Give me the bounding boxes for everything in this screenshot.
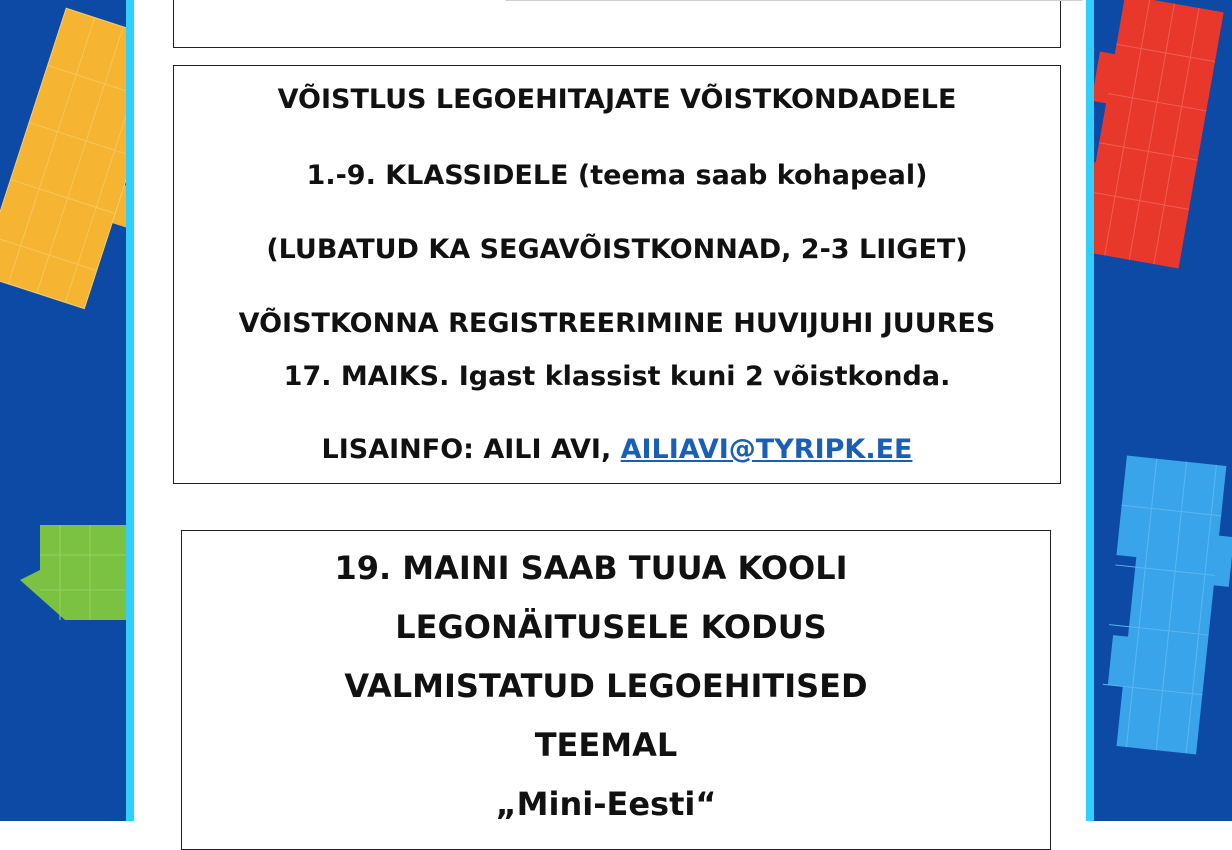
registration-line-1: VÕISTKONNA REGISTREERIMINE HUVIJUHI JUURES — [238, 308, 996, 339]
right-cyan-glow — [1086, 0, 1094, 821]
exhibition-line-4: TEEMAL — [534, 726, 678, 764]
contact-label: LISAINFO: AILI AVI, — [321, 434, 621, 465]
competition-classes: 1.-9. KLASSIDELE (teema saab kohapeal) — [306, 160, 928, 191]
competition-teams-note: (LUBATUD KA SEGAVÕISTKONNAD, 2-3 LIIGET) — [266, 234, 968, 265]
light-blue-lego-brick-icon — [1092, 440, 1232, 770]
left-cyan-glow — [126, 0, 134, 821]
red-lego-brick-icon — [1092, 0, 1232, 290]
exhibition-line-3: VALMISTATUD LEGOEHITISED — [344, 667, 868, 705]
exhibition-info-box — [181, 530, 1051, 850]
green-lego-brick-icon — [10, 510, 132, 630]
exhibition-line-1: 19. MAINI SAAB TUUA KOOLI — [334, 549, 848, 587]
cropped-text-remnant — [504, 0, 1084, 1]
exhibition-line-2: LEGONÄITUSELE KODUS — [395, 608, 827, 646]
contact-email-link[interactable]: AILIAVI@TYRIPK.EE — [620, 434, 913, 465]
left-decor-panel — [0, 0, 132, 821]
competition-title: VÕISTLUS LEGOEHITAJATE VÕISTKONDADELE — [277, 84, 957, 115]
right-decor-panel — [1092, 0, 1232, 821]
competition-info-box — [173, 65, 1061, 484]
registration-line-2: 17. MAIKS. Igast klassist kuni 2 võistkonda. — [283, 361, 951, 392]
exhibition-line-5: „Mini-Eesti“ — [495, 785, 717, 823]
contact-line — [174, 434, 1060, 465]
top-text-box — [173, 0, 1061, 48]
yellow-lego-brick-icon — [0, 0, 132, 330]
